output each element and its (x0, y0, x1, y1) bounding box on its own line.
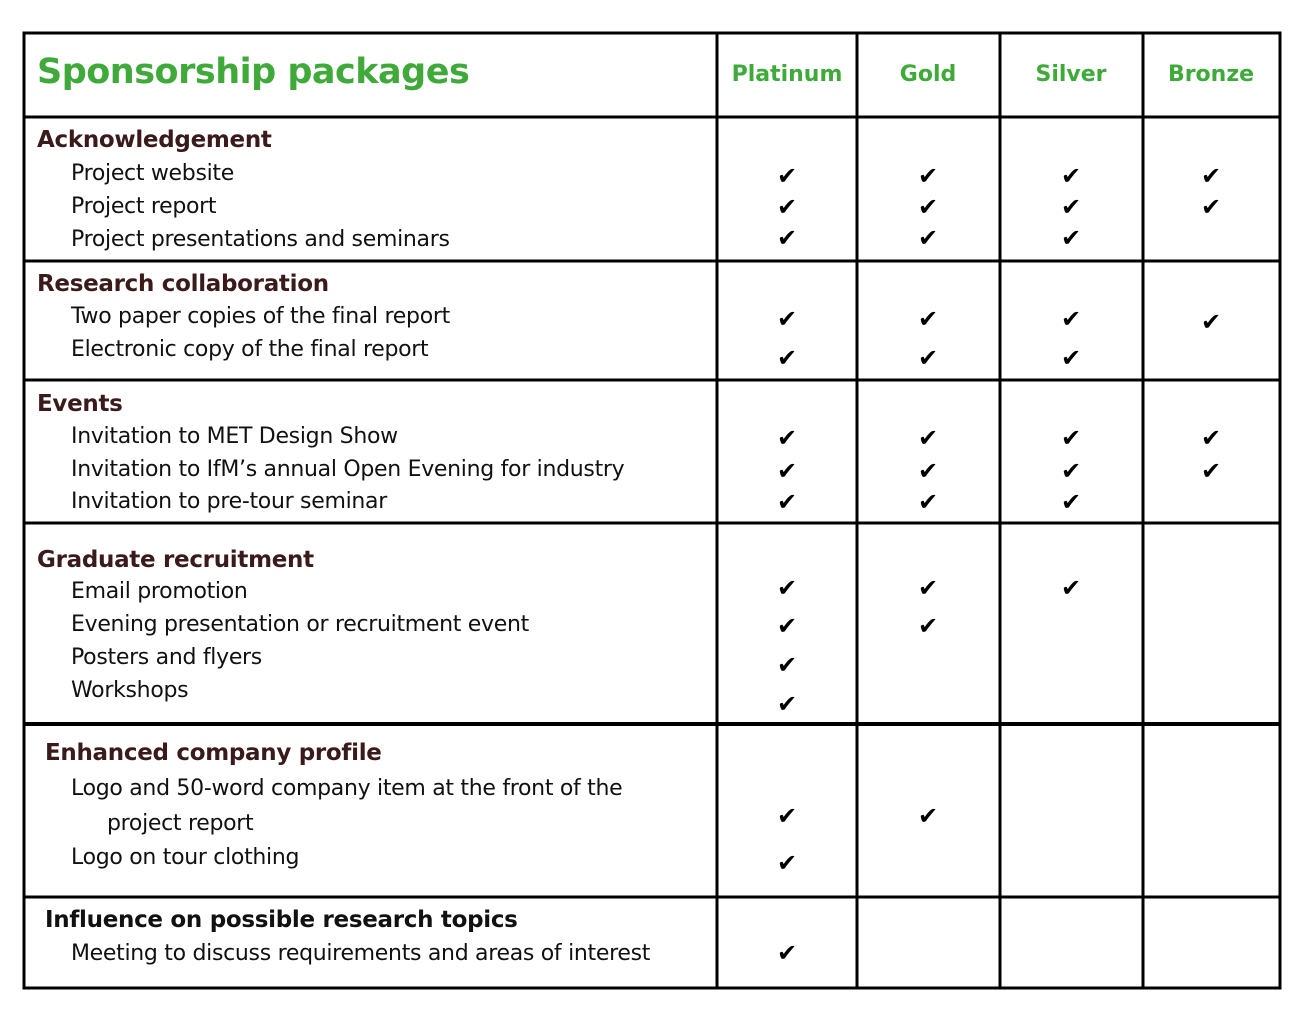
check-icon: ✔ (777, 424, 798, 452)
feature-label: Invitation to MET Design Show (71, 424, 398, 449)
check-icon: ✔ (1061, 193, 1082, 221)
check-icon: ✔ (1061, 344, 1082, 372)
feature-label: Project report (71, 194, 217, 219)
check-icon: ✔ (918, 224, 939, 252)
section-heading: Research collaboration (37, 271, 329, 297)
feature-label: Project presentations and seminars (71, 227, 450, 252)
check-icon: ✔ (918, 162, 939, 190)
check-icon: ✔ (918, 193, 939, 221)
check-icon: ✔ (918, 457, 939, 485)
section-heading: Acknowledgement (37, 127, 272, 153)
feature-label: Logo and 50-word company item at the front of the (71, 776, 623, 801)
check-icon: ✔ (777, 344, 798, 372)
feature-label-continuation: project report (107, 811, 254, 836)
check-icon: ✔ (777, 939, 798, 967)
check-icon: ✔ (918, 802, 939, 830)
check-icon: ✔ (777, 488, 798, 516)
feature-label: Email promotion (71, 579, 248, 604)
feature-label: Logo on tour clothing (71, 845, 300, 870)
check-icon: ✔ (1201, 457, 1222, 485)
check-icon: ✔ (1061, 224, 1082, 252)
section-heading: Influence on possible research topics (45, 907, 518, 933)
check-icon: ✔ (777, 612, 798, 640)
check-icon: ✔ (918, 488, 939, 516)
feature-label: Meeting to discuss requirements and areas of interest (71, 941, 651, 966)
check-icon: ✔ (777, 651, 798, 679)
check-icon: ✔ (1201, 193, 1222, 221)
section-heading: Enhanced company profile (45, 740, 382, 766)
check-icon: ✔ (1061, 574, 1082, 602)
feature-label: Posters and flyers (71, 645, 262, 670)
check-icon: ✔ (777, 224, 798, 252)
check-icon: ✔ (777, 305, 798, 333)
section-heading: Events (37, 391, 123, 417)
feature-label: Evening presentation or recruitment event (71, 612, 529, 637)
check-icon: ✔ (1061, 305, 1082, 333)
feature-label: Electronic copy of the final report (71, 337, 429, 362)
column-header-silver: Silver (1035, 62, 1107, 87)
check-icon: ✔ (777, 162, 798, 190)
column-header-bronze: Bronze (1167, 62, 1255, 87)
check-icon: ✔ (777, 802, 798, 830)
section-heading: Graduate recruitment (37, 547, 314, 573)
check-icon: ✔ (918, 574, 939, 602)
feature-label: Invitation to IfM’s annual Open Evening for industry (71, 457, 625, 482)
check-icon: ✔ (918, 612, 939, 640)
feature-label: Two paper copies of the final report (71, 304, 450, 329)
feature-label: Workshops (71, 678, 189, 703)
check-icon: ✔ (1061, 457, 1082, 485)
feature-label: Project website (71, 161, 234, 186)
check-icon: ✔ (777, 849, 798, 877)
check-icon: ✔ (1201, 162, 1222, 190)
check-icon: ✔ (918, 305, 939, 333)
page-title: Sponsorship packages (37, 52, 470, 92)
check-icon: ✔ (1061, 424, 1082, 452)
column-header-gold: Gold (899, 62, 957, 87)
check-icon: ✔ (918, 424, 939, 452)
column-header-platinum: Platinum (731, 62, 843, 87)
check-icon: ✔ (918, 344, 939, 372)
check-icon: ✔ (777, 690, 798, 718)
check-icon: ✔ (777, 574, 798, 602)
check-icon: ✔ (1061, 488, 1082, 516)
check-icon: ✔ (1201, 424, 1222, 452)
check-icon: ✔ (777, 193, 798, 221)
check-icon: ✔ (777, 457, 798, 485)
feature-label: Invitation to pre-tour seminar (71, 489, 387, 514)
check-icon: ✔ (1061, 162, 1082, 190)
check-icon: ✔ (1201, 308, 1222, 336)
